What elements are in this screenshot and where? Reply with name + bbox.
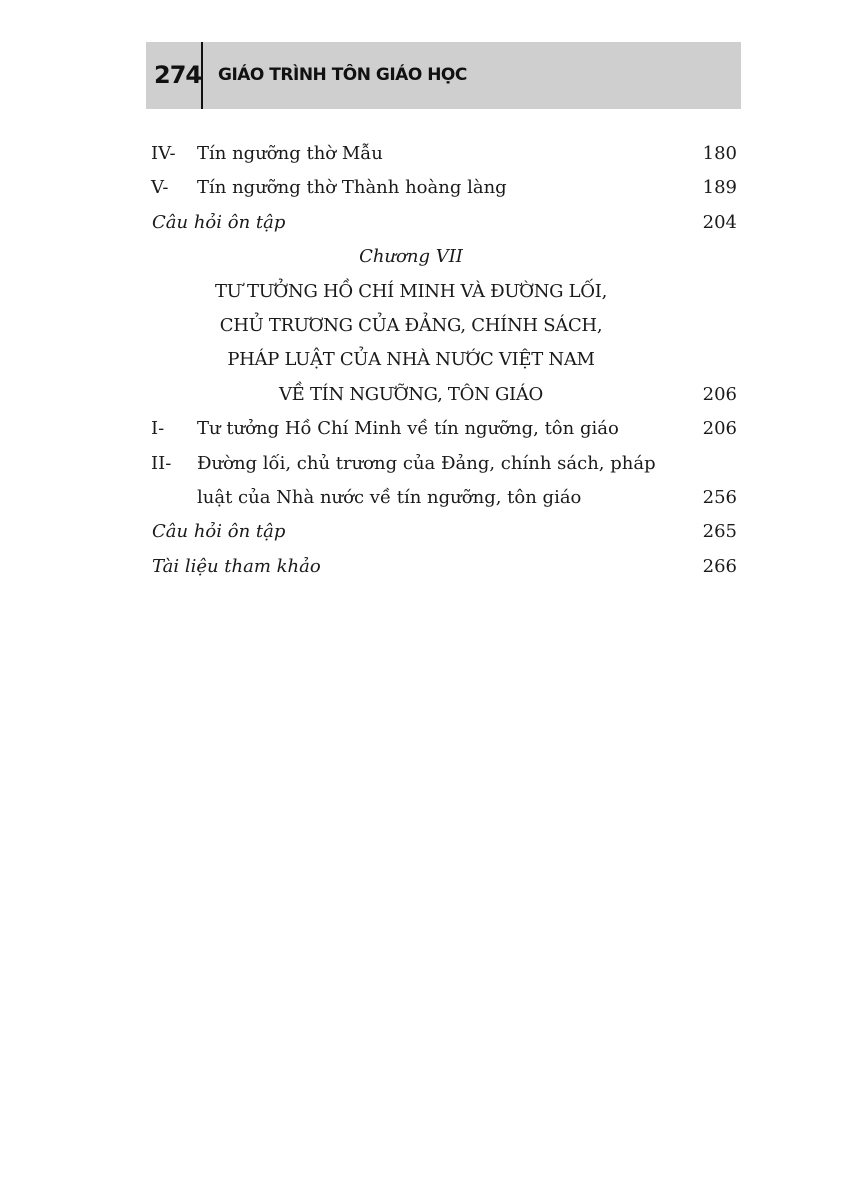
toc-entry-review-1[interactable] [151,206,737,240]
toc-entry-references[interactable] [151,550,737,584]
toc-entry-title: Tín ngưỡng thờ Thành hoàng làng [197,177,507,199]
toc-entry-number: IV- [151,143,176,164]
chapter-title-line-4[interactable] [151,378,737,412]
header-divider [201,42,203,109]
toc-entry-title: Tư tưởng Hồ Chí Minh về tín ngưỡng, tôn giáo [197,418,619,440]
toc-entry-title: Tín ngưỡng thờ Mẫu [197,143,383,164]
toc-entry-page: 206 [702,418,737,440]
chapter-title-line: PHÁP LUẬT CỦA NHÀ NƯỚC VIỆT NAM [227,349,595,371]
toc-entry-title: Đường lối, chủ trương của Đảng, chính sách, pháp [197,452,656,474]
toc-entry-title: Tài liệu tham khảo [152,555,321,577]
toc-entry-review-2[interactable] [151,515,737,549]
toc-entry-iv[interactable] [151,137,737,171]
chapter-title-line-1 [151,275,737,309]
chapter-label-row [151,240,737,274]
toc-entry-number: V- [151,177,169,199]
chapter-title-line: TƯ TƯỞNG HỒ CHÍ MINH VÀ ĐƯỜNG LỐI, [214,280,607,302]
toc-entry-title: Câu hỏi ôn tập [152,521,286,543]
toc-entry-ii-line-1[interactable] [151,447,737,481]
chapter-title-line: CHỦ TRƯƠNG CỦA ĐẢNG, CHÍNH SÁCH, [219,314,603,336]
chapter-title-line-2 [151,309,737,343]
toc-entry-page: 266 [702,555,737,577]
toc-entry-page: 180 [702,143,737,164]
chapter-title-line: VỀ TÍN NGƯỠNG, TÔN GIÁO [278,383,543,405]
toc-entry-page: 204 [702,211,737,233]
toc-entry-number: I- [151,418,165,440]
toc-entry-v[interactable] [151,171,737,205]
toc-entry-number: II- [151,452,172,474]
toc-entry-ii-line-2[interactable] [151,481,737,515]
toc-entry-i[interactable] [151,412,737,446]
chapter-page: 206 [702,383,737,405]
toc-entry-page: 189 [702,177,737,199]
chapter-title-line-3 [151,343,737,377]
running-header [146,42,741,109]
table-of-contents [151,137,737,584]
toc-entry-title: Câu hỏi ôn tập [152,211,286,233]
page-number: 274 [154,61,202,89]
toc-entry-title-continued: luật của Nhà nước về tín ngưỡng, tôn giáo [197,486,582,508]
toc-entry-page: 256 [702,486,737,508]
chapter-label: Chương VII [359,246,463,268]
toc-entry-page: 265 [702,521,737,543]
book-title: GIÁO TRÌNH TÔN GIÁO HỌC [218,65,467,85]
